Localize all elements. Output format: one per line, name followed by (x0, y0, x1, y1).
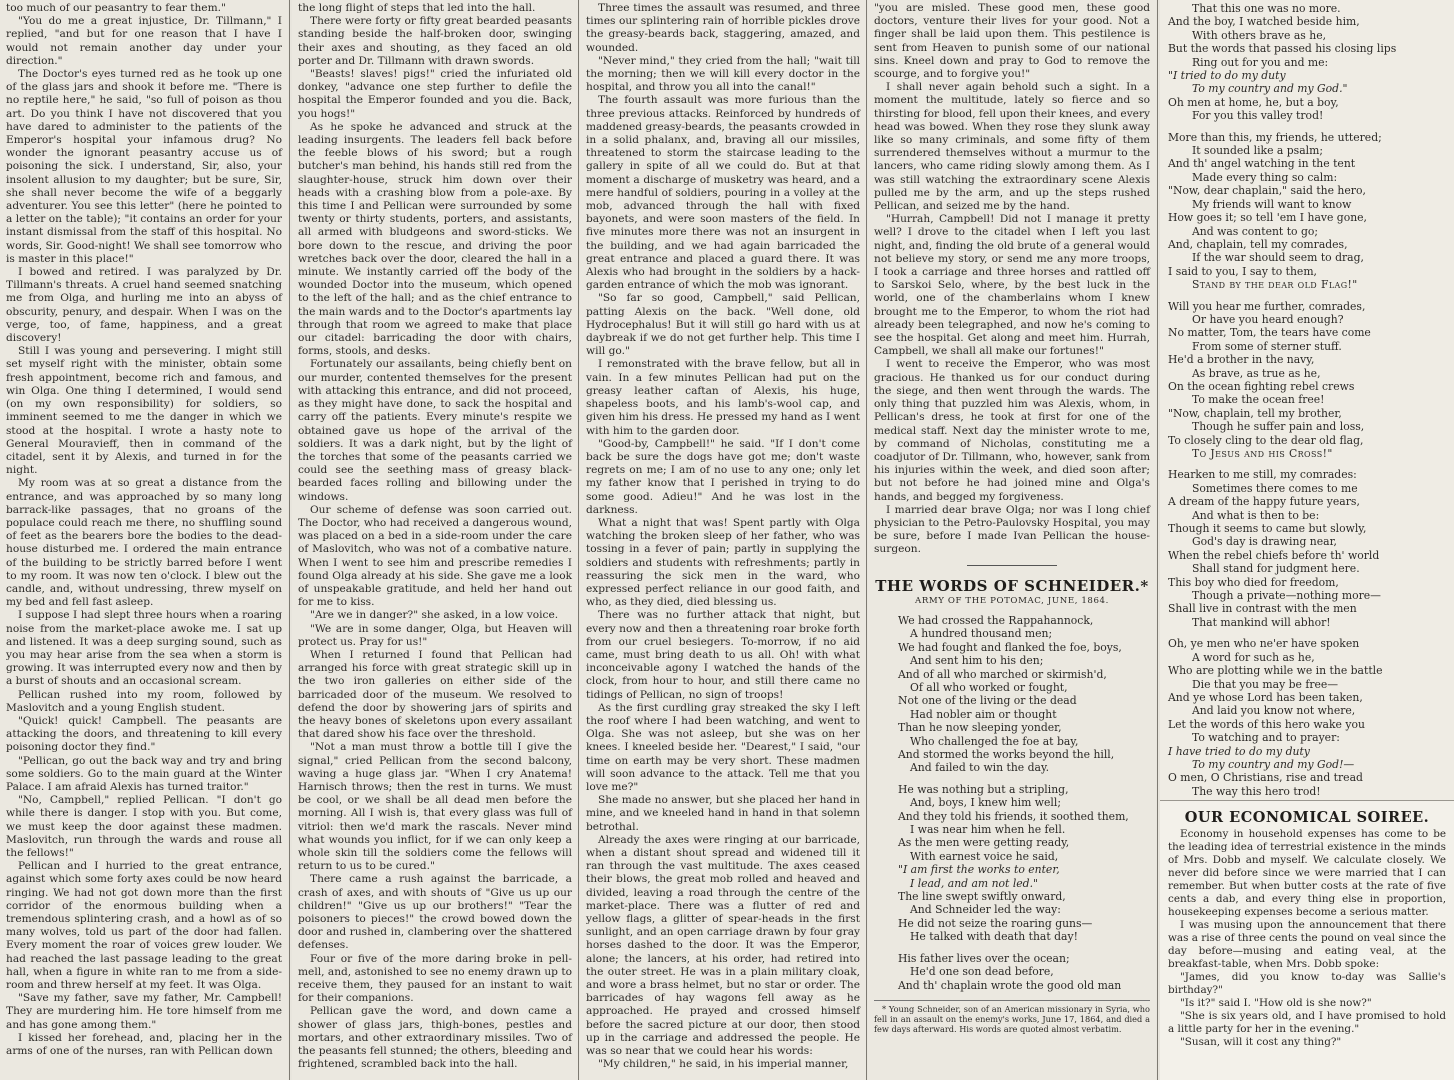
verse-line: This boy who died for freedom, (1168, 575, 1339, 589)
paragraph: Already the axes were ringing at our barricade, when a distant shout spread and widened till it ran through the vast multitude. The axes ceased their blows, the great mob rolled and heaved and divided, leaving a road through the centre of the market-place. There was a flutter of red and yellow flags, a glitter of spear-heads in the first sunlight, and an open carriage drawn by four gray horses dashed to the door. It was the Emperor, alone; the lancers, at his order, had retired into the outer street. He was in a plain military cloak, and wore a brass helmet, but no star or order. The barricades of hay wagons fell away as he approached. He prayed and crossed himself before the sacred picture at our door, then stood up in the carriage and addressed the people. He was so near that we could hear his words: (586, 833, 860, 1058)
verse-line: A word for such as he, (1192, 650, 1315, 664)
verse-line: It sounded like a psalm; (1192, 144, 1323, 158)
paragraph: Pellican rushed into my room, followed by Maslovitch and a young English student. (6, 688, 282, 714)
verse-line: To my country and my God!— (1192, 757, 1355, 771)
paragraph: Still I was young and persevering. I might still set myself right with the minister, obtain some fresh appointment, become rich and famous, and win Olga. One thing I determined, I would send (on my own responsibility) for soldiers, so imminent seemed to me the danger in which we stood at the hospital. I wrote a hasty note to General Mouravieff, then in command of the citadel, sent it by Alexis, and turned in for the night. (6, 345, 282, 477)
verse-line: Not one of the living or the dead (898, 694, 1077, 708)
section-separator (967, 565, 1057, 566)
column-4 (868, 0, 1156, 1080)
verse-line: I was near him when he fell. (910, 823, 1066, 837)
paragraph: I suppose I had slept three hours when a roaring noise from the market-place awoke me. I sat up and listened. It was a deep surging sound, such as you may hear arise from the sea when a storm is growing. It was interrupted every now and then by a burst of shouts and an occasional scream. (6, 609, 282, 688)
verse-line: Die that you may be free— (1192, 677, 1339, 691)
verse-line: Oh men at home, he, but a boy, (1168, 95, 1339, 109)
poem-schneider (874, 614, 1150, 992)
verse-line: No matter, Tom, the tears have come (1168, 326, 1371, 340)
column-rule (1157, 0, 1158, 1080)
paragraph: "She is six years old, and I have promised to hold a little party for her in the evening." (1168, 1010, 1446, 1035)
verse-line: My friends will want to know (1192, 197, 1352, 211)
paragraph: "James, did you know to-day was Sallie's birthday?" (1168, 971, 1446, 996)
verse-line: And they told his friends, it soothed them, (898, 809, 1129, 823)
verse-line: "Now, chaplain, tell my brother, (1168, 406, 1342, 420)
poem-title: THE WORDS OF SCHNEIDER.* (875, 576, 1149, 595)
paragraph: I kissed her forehead, and, placing her in the arms of one of the nurses, ran with Pellican down (6, 1031, 282, 1058)
paragraph: Three times the assault was resumed, and three times our splintering rain of horrible pickles drove the greasy-beards back, staggering, amazed, and wounded. (586, 2, 860, 54)
paragraph: My room was at so great a distance from the entrance, and was approached by so many long barrack-like passages, that no groans of the populace could reach me there, no shuffling sound of feet as the bearers bore the bodies to the dead-house disturbed me. I ordered the main entrance of the building to be strictly barred before I went to my room. It was now ten o'clock. I blew out the candle, and, without undressing, threw myself on my bed and fell fast asleep. (6, 477, 282, 609)
paragraph: I shall never again behold such a sight. In a moment the multitude, lately so fierce and so thirsting for blood, fell upon their knees, and every head was bowed. When they rose they slunk away like so many criminals, and some fifty of them surrendered themselves without a murmur to the lancers, who came riding slowly among them. As I was still watching the extraordinary scene Alexis pulled me by the arm, and up the steps rushed Pellican, and seized me by the hand. (874, 81, 1150, 213)
stanza (1168, 637, 1448, 798)
verse-line: God's day is drawing near, (1192, 535, 1337, 549)
paragraph: "you are misled. These good men, these good doctors, venture their lives for your good. Not a finger shall be laid upon them. This pestilence is sent from Heaven to punish some of our national sins. Kneel down and pray to God to remove the scourge, and to forgive you!" (874, 2, 1150, 81)
verse-line: I said to you, I say to them, (1168, 264, 1317, 278)
verse-line: But the words that passed his closing lips (1168, 42, 1397, 56)
verse-line: With others brave as he, (1192, 28, 1327, 42)
verse-line: And what is then to be: (1192, 508, 1320, 522)
verse-line: He talked with death that day! (910, 930, 1078, 944)
verse-line: When the rebel chiefs before th' world (1168, 548, 1380, 562)
paragraph: Our scheme of defense was soon carried out. The Doctor, who had received a dangerous wound, was placed on a bed in a side-room under the care of Maslovitch, who was not of a combative nature. When I went to see him and prescribe remedies I found Olga already at his side. She gave me a look of unspeakable gratitude, and held her hand out for me to kiss. (298, 503, 572, 609)
column-3 (580, 0, 866, 1080)
verse-line: He'd one son dead before, (910, 965, 1054, 979)
paragraph: "Susan, will it cost any thing?" (1180, 1036, 1342, 1048)
verse-line: With earnest voice he said, (910, 849, 1059, 863)
verse-line: Shall live in contrast with the men (1168, 602, 1357, 616)
verse-line: Made every thing so calm: (1192, 170, 1338, 184)
verse-line: As the men were getting ready, (898, 836, 1070, 850)
paragraph: The fourth assault was more furious than the three previous attacks. Reinforced by hundreds of maddened greasy-beards, the peasants crowded in in a solid phalanx, and, braving all our missiles, threatened to storm the staircase leading to the gallery in spite of all we could do. But at that moment a discharge of musketry was heard, and a mere handful of soldiers, pouring in a volley at the mob, advanced through the hall with fixed bayonets, and were soon masters of the field. In five minutes more there was not an insurgent in the building, and we had again barricaded the great entrance and placed a guard there. It was Alexis who had brought in the soldiers by a hack-garden entrance of which the mob was ignorant. (586, 94, 860, 292)
verse-line: Oh, ye men who ne'er have spoken (1168, 637, 1360, 651)
paragraph: "Quick! quick! Campbell. The peasants are attacking the doors, and threatening to kill every poisoning doctor they find." (6, 714, 282, 754)
paragraph: Pellican gave the word, and down came a shower of glass jars, thigh-bones, pestles and mortars, and other extraordinary missiles. Two of the peasants fell stunned; the others, bleeding and frightened, scrambled back into the hall. (298, 1005, 572, 1071)
article-economical-soiree (1160, 800, 1454, 1080)
verse-line: From some of sterner stuff. (1192, 339, 1342, 353)
verse-line: Who are plotting while we in the battle (1168, 664, 1383, 678)
verse-line: More than this, my friends, he uttered; (1168, 130, 1382, 144)
column-2 (292, 0, 578, 1080)
verse-line: Of all who worked or fought, (910, 680, 1068, 694)
verse-line: He'd a brother in the navy, (1168, 353, 1315, 367)
paragraph: "Good-by, Campbell!" he said. "If I don't come back be sure the dogs have got me; don't waste regrets on me; I am of no use to any one; only let my father know that I perished in trying to do some good. Adieu!" And he was lost in the darkness. (586, 437, 860, 516)
verse-line: Who challenged the foe at bay, (910, 734, 1079, 748)
paragraph: "You do me a great injustice, Dr. Tillmann," I replied, "and but for one reason that I have I would not remain another day under your direction." (6, 15, 282, 67)
verse-line: "I am first the works to enter, (898, 863, 1060, 877)
verse-line: And ye whose Lord has been taken, (1168, 690, 1363, 704)
verse-line: I have tried to do my duty (1168, 744, 1310, 758)
verse-line: The way this hero trod! (1192, 784, 1321, 798)
poem-schneider-continued (1168, 2, 1448, 798)
verse-line: Though a private—nothing more— (1192, 589, 1381, 603)
verse-line: Though it seems to came but slowly, (1168, 522, 1367, 536)
paragraph: As the first curdling gray streaked the sky I left the roof where I had been watching, and went to Olga. She was not asleep, but she was on her knees. I kneeled beside her. "Dearest," I said, "our time on earth may be very short. These madmen will soon advance to the attack. Tell me that you love me?" (586, 701, 860, 793)
verse-line: Or have you heard enough? (1192, 312, 1344, 326)
verse-line: And of all who marched or skirmish'd, (898, 667, 1107, 681)
paragraph: When I returned I found that Pellican had arranged his force with great strategic skill up in the two iron galleries on either side of the barricaded door of the museum. We resolved to defend the door by showering jars of spirits and the heavy bones of skeletons upon every assailant that dared show his face over the threshold. (298, 648, 572, 741)
paragraph: "Hurrah, Campbell! Did not I manage it pretty well? I drove to the citadel when I left you last night, and, finding the old brute of a general would not believe my story, or send me any more troops, I took a carriage and three horses and rattled off to Sarskoi Selo, where, by the best luck in the world, one of the chamberlains whom I knew brought me to the Emperor, to whom the riot had already been telegraphed, and now he's coming to see the hospital. Get along and meet him. Hurrah, Campbell, we shall all make our fortunes!" (874, 213, 1150, 358)
verse-line: And the boy, I watched beside him, (1168, 15, 1360, 29)
verse-line: Will you hear me further, comrades, (1168, 299, 1366, 313)
paragraph: She made no answer, but she placed her hand in mine, and we kneeled hand in hand in that solemn betrothal. (586, 794, 860, 833)
verse-line: And, boys, I knew him well; (910, 796, 1061, 810)
paragraph: "Are we in danger?" she asked, in a low voice. (310, 609, 559, 622)
verse-line: "Now, dear chaplain," said the hero, (1168, 184, 1366, 198)
paragraph: As he spoke he advanced and struck at the leading insurgents. The leaders fell back before the feeble blows of his sword; but a rough butcher's man behind, his hands still red from the slaughter-house, struck him down over their heads with a crashing blow from a pole-axe. By this time I and Pellican were surrounded by some twenty or thirty students, porters, and assistants, all armed with bludgeons and sword-sticks. We bore down to the rescue, and driving the poor wretches back over the door, cleared the hall in a minute. We instantly carried off the body of the wounded Doctor into the museum, which opened to the left of the hall; and as the chief entrance to the main wards and to the Doctor's apartments lay through that room we agreed to make that place our citadel: barricading the door with chairs, forms, stools, and desks. (298, 120, 572, 358)
verse-line: To closely cling to the dear old flag, (1168, 433, 1364, 447)
stanza (1168, 468, 1448, 629)
paragraph: I was musing upon the announcement that there was a rise of three cents the pound on veal since the day before—musing and eating veal, at the breakfast-table, when Mrs. Dobb spoke: (1168, 919, 1446, 970)
stanza (874, 614, 1150, 775)
paragraph: "Not a man must throw a bottle till I give the signal," cried Pellican from the second balcony, waving a huge glass jar. "When I cry Anatema! Harnisch throws; then the rest in turns. We must be cool, or we shall be all dead men before the morning. All I wish is, that every glass was full of vitriol: then we'd mark the rascals. Never mind what wounds you inflict, for if we can only keep a whole skin till the soldiers come the fellows will return to us to be cured." (298, 741, 572, 873)
paragraph: I remonstrated with the brave fellow, but all in vain. In a few minutes Pellican had put on the greasy leather caftan of Alexis, his huge, shapeless boots, and his lamb's-wool cap, and given him his dress. He pressed my hand as I went with him to the garden door. (586, 358, 860, 437)
verse-line: Shall stand for judgment here. (1192, 562, 1360, 576)
verse-line: I lead, and am not led." (910, 876, 1038, 890)
paragraph: "My children," he said, in his imperial manner, (598, 1058, 849, 1071)
verse-line: The line swept swiftly onward, (898, 890, 1066, 904)
paragraph: Four or five of the more daring broke in pell-mell, and, astonished to see no enemy drawn up to receive them, they paused for an instant to wait for their companions. (298, 952, 572, 1005)
verse-line: He was nothing but a stripling, (898, 782, 1069, 796)
paragraph: What a night that was! Spent partly with Olga watching the broken sleep of her father, who was tossing in a fever of pain; partly in supplying the soldiers and students with refreshments; partly in reassuring the sick men in the ward, who expressed perfect reliance in our good faith, and who, as they died, died blessing us. (586, 516, 860, 609)
paragraph: Fortunately our assailants, being chiefly bent on our murder, contented themselves for the present with attacking this entrance, and did not proceed, as they might have done, to sack the hospital and carry off the patients. Every minute's respite we obtained gave us hope of the arrival of the soldiers. It was a dark night, but by the light of the torches that some of the peasants carried we could see the seething mass of greasy black-bearded faces rolling and billowing under the windows. (298, 358, 572, 503)
verse-line: O men, O Christians, rise and tread (1168, 771, 1363, 785)
verse-line: How goes it; so tell 'em I have gone, (1168, 211, 1367, 225)
verse-line: And sent him to his den; (910, 654, 1044, 668)
paragraph: I married dear brave Olga; nor was I long chief physician to the Petro-Paulovsky Hospital, you may be sure, before I made Ivan Pellican the house-surgeon. (874, 503, 1150, 556)
poem-subtitle: ARMY OF THE POTOMAC, JUNE, 1864. (915, 595, 1109, 606)
article-title: OUR ECONOMICAL SOIREE. (1184, 809, 1430, 826)
verse-line: And th' angel watching in the tent (1168, 157, 1356, 171)
verse-line: For you this valley trod! (1192, 109, 1324, 123)
verse-line: And th' chaplain wrote the good old man (898, 978, 1122, 992)
paragraph: "Pellican, go out the back way and try and bring some soldiers. Go to the main guard at the Winter Palace. I am afraid Alexis has turned traitor." (6, 754, 282, 793)
verse-line: Ring out for you and me: (1192, 55, 1329, 69)
paragraph: "Beasts! slaves! pigs!" cried the infuriated old donkey, "advance one step further to defile the hospital the Emperor founded and you die. Back, you hogs!" (298, 68, 572, 120)
verse-line: Hearken to me still, my comrades: (1168, 468, 1357, 482)
verse-line: He did not seize the roaring guns— (898, 916, 1093, 930)
verse-line: His father lives over the ocean; (898, 951, 1070, 965)
verse-line: That mankind will abhor! (1192, 615, 1331, 629)
stanza (874, 783, 1150, 944)
stanza (1168, 2, 1448, 123)
verse-line: And was content to go; (1192, 224, 1319, 238)
paragraph: "We are in some danger, Olga, but Heaven will protect us. Pray for us!" (298, 622, 572, 648)
verse-line: Though he suffer pain and loss, (1192, 420, 1365, 434)
verse-line: To make the ocean free! (1192, 393, 1325, 407)
verse-line: To Jesus and his Cross!" (1192, 447, 1333, 460)
verse-line: And, chaplain, tell my comrades, (1168, 237, 1348, 251)
verse-line: And Schneider led the way: (910, 903, 1061, 917)
column-rule (289, 0, 290, 1080)
verse-line: As brave, as true as he, (1192, 366, 1321, 380)
verse-line: And laid you know not where, (1192, 704, 1356, 718)
verse-line: We had crossed the Rappahannock, (898, 613, 1094, 627)
paragraph: "Never mind," they cried from the hall; "wait till the morning; then we will kill every doctor in the hospital, and throw you all into the canal!" (586, 54, 860, 94)
column-1 (0, 0, 288, 1080)
verse-line: Let the words of this hero wake you (1168, 717, 1365, 731)
paragraph: "So far so good, Campbell," said Pellican, patting Alexis on the back. "Well done, old Hydrocephalus! But it will still go hard with us at daybreak if we do not get further help. This time I will go." (586, 292, 860, 358)
verse-line: To watching and to prayer: (1192, 731, 1340, 745)
paragraph: too much of our peasantry to fear them." (6, 2, 226, 14)
stanza (874, 952, 1150, 992)
verse-line: That this one was no more. (1192, 2, 1341, 15)
verse-line: Had nobler aim or thought (910, 707, 1057, 721)
verse-line: To my country and my God." (1192, 82, 1348, 96)
verse-line: A dream of the happy future years, (1168, 495, 1360, 509)
paragraph: Pellican and I hurried to the great entrance, against which some forty axes could be now heard ringing. We had not got down more than the first corridor of the enormous building when a tremendous splintering crash, and a howl as of so many wolves, told us part of the door had fallen. Every moment the roar of voices grew louder. We had reached the last passage leading to the great hall, when a figure in white ran to me from a side-room and threw herself at my feet. It was Olga. (6, 860, 282, 992)
stanza (1168, 131, 1448, 292)
paragraph: "Save my father, save my father, Mr. Campbell! They are murdering him. He tore himself from me and has gone among them." (6, 992, 282, 1031)
verse-line: And failed to win the day. (910, 761, 1050, 775)
column-rule (866, 0, 867, 1080)
paragraph: I went to receive the Emperor, who was most gracious. He thanked us for our conduct during the siege, and then went through the wards. The only thing that puzzled him was Alexis, whom, in Pellican's dress, he took at first for one of the medical staff. Next day the minister wrote to me, by command of Nicholas, constituting me a coadjutor of Dr. Tillmann, who, however, sank from his injuries within the week, and died soon after; but not before he had joined mine and Olga's hands, and begged my forgiveness. (874, 358, 1150, 503)
paragraph: There were forty or fifty great bearded peasants standing beside the half-broken door, swinging their axes and shouting, as they faced an old porter and Dr. Tillmann with drawn swords. (298, 15, 572, 67)
paragraph: "Is it?" said I. "How old is she now?" (1180, 997, 1372, 1009)
verse-line: "I tried to do my duty (1168, 69, 1286, 83)
verse-line: On the ocean fighting rebel crews (1168, 379, 1355, 393)
paragraph: the long flight of steps that led into the hall. (298, 2, 536, 14)
verse-line: Stand by the dear old Flag!" (1192, 278, 1358, 292)
paragraph: "No, Campbell," replied Pellican. "I don't go while there is danger. I stop with you. But come, we must keep the door against these madmen. Maslovitch, run through the wards and rouse all the fellows!" (6, 794, 282, 859)
paragraph: The Doctor's eyes turned red as he took up one of the glass jars and shook it before me. "There is no reptile here," he said, "so full of poison as thou art. Do you think I have not discovered that you have dared to administer to the patients of the Emperor's hospital your infamous drug? No wonder the ignorant peasantry accuse us of poisoning the sick. I understand, Sir, also, your insolent allusion to my daughter; but be sure, Sir, she shall never become the wife of a beggarly adventurer. You see this letter" (here he pointed to a letter on the table); "it contains an order for your instant dismissal from the staff of this hospital. No words, Sir. Good-night! We shall see tomorrow who is master in this place!" (6, 68, 283, 265)
footnote: * Young Schneider, son of an American missionary in Syria, who fell in an assault on the enemy's works, June 17, 1864, and died a few days afterward. His words are quoted almost verbatim. (874, 1000, 1150, 1034)
column-rule (578, 0, 579, 1080)
verse-line: And stormed the works beyond the hill, (898, 748, 1115, 761)
paragraph: Economy in household expenses has come to be the leading idea of terrestrial existence in the minds of Mrs. Dobb and myself. We calculate closely. We never did before since we were married that I can remember. But when butter costs at the rate of five cents a dab, and every thing else in proportion, housekeeping expenses become a serious matter. (1168, 828, 1446, 918)
verse-line: If the war should seem to drag, (1192, 251, 1364, 265)
paragraph: There came a rush against the barricade, a crash of axes, and with shouts of "Give us up our children!" "Give us up our brothers!" "Tear the poisoners to pieces!" the crowd bowed down the door and rushed in, clambering over the shattered defenses. (298, 873, 572, 952)
verse-line: We had fought and flanked the foe, boys, (898, 640, 1122, 654)
stanza (1168, 300, 1448, 461)
paragraph: There was no further attack that night, but every now and then a threatening roar broke forth from our cruel besiegers. To-morrow, if no aid came, must bring death to us all. Oh! with what inconceivable agony I watched the hands of the clock, from hour to hour, and still there came no tidings of Pellican, no sign of troops! (586, 609, 860, 701)
verse-line: A hundred thousand men; (910, 627, 1053, 641)
verse-line: Sometimes there comes to me (1192, 481, 1358, 495)
paragraph: I bowed and retired. I was paralyzed by Dr. Tillmann's threats. A cruel hand seemed snatching me from Olga, and hurling me into an abyss of obscurity, penury, and despair. When I was on the verge, too, of fame, happiness, and a great discovery! (6, 266, 282, 345)
verse-line: Than he now sleeping yonder, (898, 721, 1062, 735)
